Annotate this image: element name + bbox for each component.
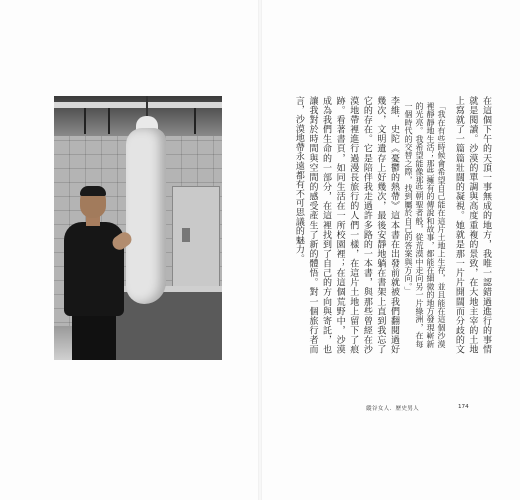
body-paragraph-2: 李維．史陀《憂鬱的熱帶》這本書在出發前就被我們翻閱過好幾次，文明遺存上好幾次，最後安靜地躺在書架上直到我忘了它的存在。它是陪伴我走過許多路的一本書，與那些曾經在沙漠地帶裡進行過漫長旅行的人們一樣，在這片土地上留下了痕跡。看著書頁，如同生活在一所校園裡；在這個荒野中，沙漠成為我們生命的一部分，在這裡找到了自己的方向與寄託，也讓我對於時間與空間的感受產生了新的體悟。對一個旅行者而言，沙漠地帶永遠都有不可思議的魅力。 [293,96,399,354]
meat-hook-icon [108,108,110,134]
meat-hook-icon [194,108,196,134]
butcher-photo [54,96,222,360]
hanging-carcass [126,128,166,304]
running-title: 縱谷女人．歷史男人 [366,406,420,412]
photo-hanging-rail [54,102,222,108]
body-paragraph-1: 在這個下午的天頂一事無成的地方，我唯一認錯過進行的事情就是閱讀。沙漠的單調與高度重複的景致，在大地主宰的土地上寫就了一篇篇壯闊的凝視。她就是那一片片開闊而分歧的文 [453,96,491,354]
butcher-legs [72,314,116,360]
indented-quote: 「我在有些時候會希望自己能在這片土地上生存，並且能在這個沙漠裡靜靜地生活；那些擁有的傳說和故事，都能在細微的地方發現嶄新的光亮。我希望能像那些朝聖者般，從荒漠中走向另一片綠洲，在每一個時代的交替之際，找到屬於自己的答案與方向。」 [404,102,446,348]
page-number: 174 [458,404,469,410]
carcass-hook [146,96,148,118]
book-gutter [258,0,262,500]
butcher-hair [80,186,106,196]
photo-fridge-handle [182,228,190,242]
photo-counter [114,292,222,360]
meat-hook-icon [84,108,86,134]
photo-fridge [172,186,220,292]
